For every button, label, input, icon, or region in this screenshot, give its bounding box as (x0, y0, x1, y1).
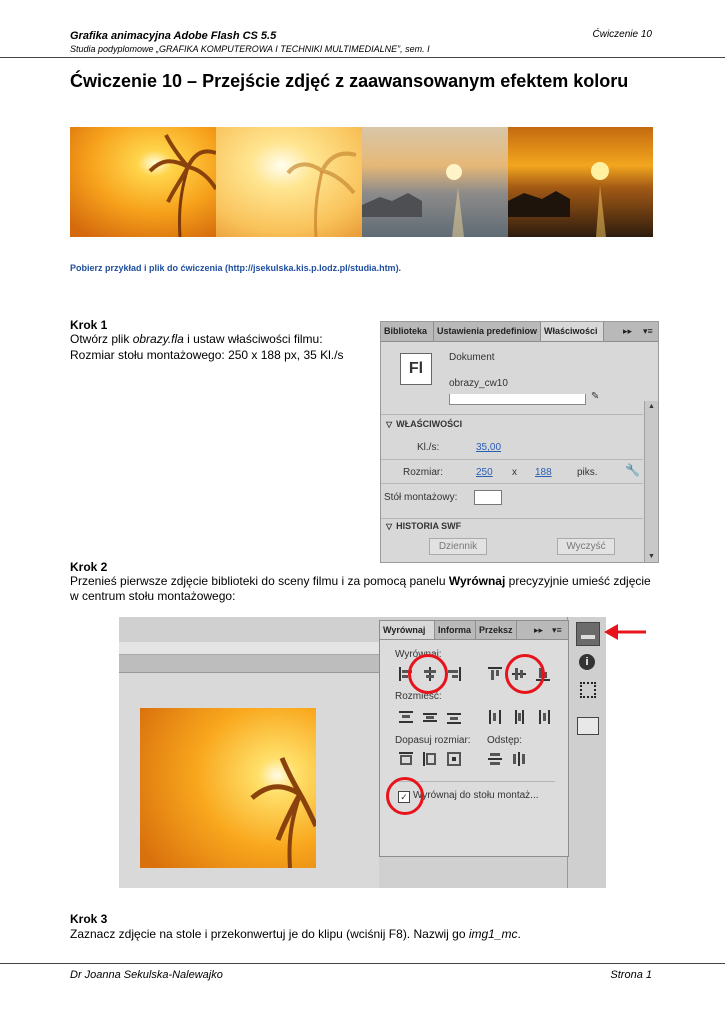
panel-tabs (381, 322, 658, 342)
properties-panel (380, 321, 659, 563)
header-divider (0, 57, 725, 58)
divider (381, 459, 643, 460)
doc-name: obrazy_cw10 (449, 378, 508, 389)
space-vertical-icon[interactable] (488, 752, 502, 766)
doc-type: Dokument (449, 352, 495, 363)
tab-presets[interactable]: Ustawienia predefiniow (434, 322, 541, 341)
tab-transform[interactable]: Przeksz (476, 621, 517, 639)
photo-banner (70, 127, 653, 237)
unit-label: piks. (577, 467, 598, 478)
divider (381, 483, 643, 484)
fps-value[interactable]: 35,00 (476, 442, 502, 453)
tool-dock (567, 617, 606, 888)
align-top-icon[interactable] (488, 667, 502, 681)
highlight-circle (408, 654, 448, 694)
space-horizontal-icon[interactable] (512, 752, 526, 766)
match-size-label: Dopasuj rozmiar: (395, 735, 471, 746)
stage-align-checkbox[interactable]: ✓ (398, 791, 410, 803)
footer-divider (0, 963, 725, 964)
timeline-strip (119, 642, 379, 655)
step3-clip-name: img1_mc (468, 927, 518, 941)
distribute-top-icon[interactable] (399, 710, 413, 724)
step1-text-a: Otwórz plik (70, 332, 133, 346)
course-subtitle: Studia podyplomowe „GRAFIKA KOMPUTEROWA I TECHNIKI MULTIMEDIALNE”, sem. I (70, 44, 430, 54)
scroll-up-icon[interactable]: ▲ (648, 403, 655, 410)
course-title: Grafika animacyjna Adobe Flash CS 5.5 (70, 30, 277, 42)
highlight-circle (505, 654, 545, 694)
panel-collapse-icon[interactable]: ▸▸ (534, 625, 544, 635)
distribute-label: Rozmieść: (395, 691, 442, 702)
size-label: Rozmiar: (403, 467, 444, 478)
match-width-icon[interactable] (399, 752, 413, 766)
align-panel (379, 620, 569, 857)
tab-library[interactable]: Biblioteka (381, 322, 434, 341)
section-properties-label: WŁAŚCIWOŚCI (396, 419, 463, 429)
align-screenshot (119, 617, 606, 888)
footer-page: Strona 1 (610, 969, 652, 981)
fps-label: Kl./s: (417, 442, 440, 453)
clear-button[interactable]: Wyczyść (557, 538, 615, 555)
step2-heading: Krok 2 (70, 560, 108, 574)
step3-heading: Krok 3 (70, 912, 108, 926)
step1-text (70, 332, 370, 347)
step1-file: obrazy.fla (132, 332, 184, 346)
page-title: Ćwiczenie 10 – Przejście zdjęć z zaawansowanym efektem koloru (70, 71, 629, 91)
photo-sea-sunset (362, 127, 508, 237)
align-panel-icon[interactable] (576, 622, 600, 646)
log-button[interactable]: Dziennik (429, 538, 487, 555)
panel-scrollbar[interactable] (644, 401, 658, 562)
exercise-label: Ćwiczenie 10 (592, 29, 652, 40)
align-tabs (380, 621, 568, 640)
panel-collapse-icon[interactable]: ▸▸ (623, 326, 633, 336)
distribute-bottom-icon[interactable] (447, 710, 461, 724)
tab-align[interactable]: Wyrównaj (380, 621, 435, 639)
wrench-icon[interactable]: 🔧 (625, 463, 640, 477)
match-both-icon[interactable] (447, 752, 461, 766)
step2-bold: Wyrównaj (448, 574, 506, 588)
stage-align-label[interactable]: Wyrównaj do stołu montaż... (413, 790, 539, 801)
distribute-right-icon[interactable] (536, 710, 550, 724)
stage-photo[interactable] (140, 708, 316, 868)
size-x: x (512, 467, 517, 478)
photo-sun-palm-light (216, 127, 362, 237)
footer-author: Dr Joanna Sekulska-Nalewajko (70, 969, 223, 981)
step1-text-b: i ustaw właściwości filmu: (183, 332, 323, 346)
transform-icon[interactable] (580, 682, 596, 698)
step3-text-b: . (517, 927, 521, 941)
step1-heading: Krok 1 (70, 318, 108, 332)
photo-sea-sunset-warm (508, 127, 653, 237)
info-icon[interactable]: i (579, 654, 595, 670)
scroll-down-icon[interactable]: ▼ (648, 553, 655, 560)
edit-pencil-icon[interactable]: ✎ (591, 391, 600, 402)
tab-properties[interactable]: Właściwości (541, 322, 604, 341)
stage-label: Stół montażowy: (384, 492, 458, 503)
library-icon[interactable] (577, 717, 599, 735)
step2-text (70, 574, 655, 604)
flash-doc-icon: Fl (400, 353, 432, 385)
class-input[interactable] (449, 394, 586, 405)
stage-ruler (119, 655, 379, 673)
stage-color-swatch[interactable] (474, 490, 502, 505)
panel-menu-icon[interactable]: ▾≡ (643, 326, 653, 336)
distribute-hcenter-icon[interactable] (512, 710, 526, 724)
match-height-icon[interactable] (423, 752, 437, 766)
step3-text (70, 927, 655, 942)
distribute-left-icon[interactable] (488, 710, 502, 724)
photo-sun-palm (70, 127, 216, 237)
divider (381, 414, 643, 415)
step3-text-a: Zaznacz zdjęcie na stole i przekonwertuj je do klipu (wciśnij F8). Nazwij go (70, 927, 469, 941)
spacing-label: Odstęp: (487, 735, 523, 746)
width-value[interactable]: 250 (476, 467, 493, 478)
distribute-vcenter-icon[interactable] (423, 710, 437, 724)
align-label: Wyrównaj: (395, 649, 442, 660)
align-right-icon[interactable] (447, 667, 461, 681)
panel-menu-icon[interactable]: ▾≡ (552, 625, 562, 635)
section-properties[interactable]: ▽ WŁAŚCIWOŚCI (386, 419, 463, 429)
download-link[interactable]: Pobierz przykład i plik do ćwiczenia (http://jsekulska.kis.p.lodz.pl/studia.htm). (70, 263, 402, 273)
section-history[interactable]: ▽ HISTORIA SWF (386, 521, 462, 531)
step1-line2: Rozmiar stołu montażowego: 250 x 188 px, 35 Kl./s (70, 348, 344, 362)
divider (395, 781, 555, 782)
highlight-circle (386, 777, 424, 815)
red-arrow-icon (602, 620, 648, 644)
height-value[interactable]: 188 (535, 467, 552, 478)
section-history-label: HISTORIA SWF (396, 521, 462, 531)
step2-text-b: precyzyjnie umieść zdjęcie w centrum stołu montażowego: (70, 574, 651, 603)
tab-info[interactable]: Informa (435, 621, 476, 639)
step2-text-a: Przenieś pierwsze zdjęcie biblioteki do sceny filmu i za pomocą panelu (70, 574, 449, 588)
